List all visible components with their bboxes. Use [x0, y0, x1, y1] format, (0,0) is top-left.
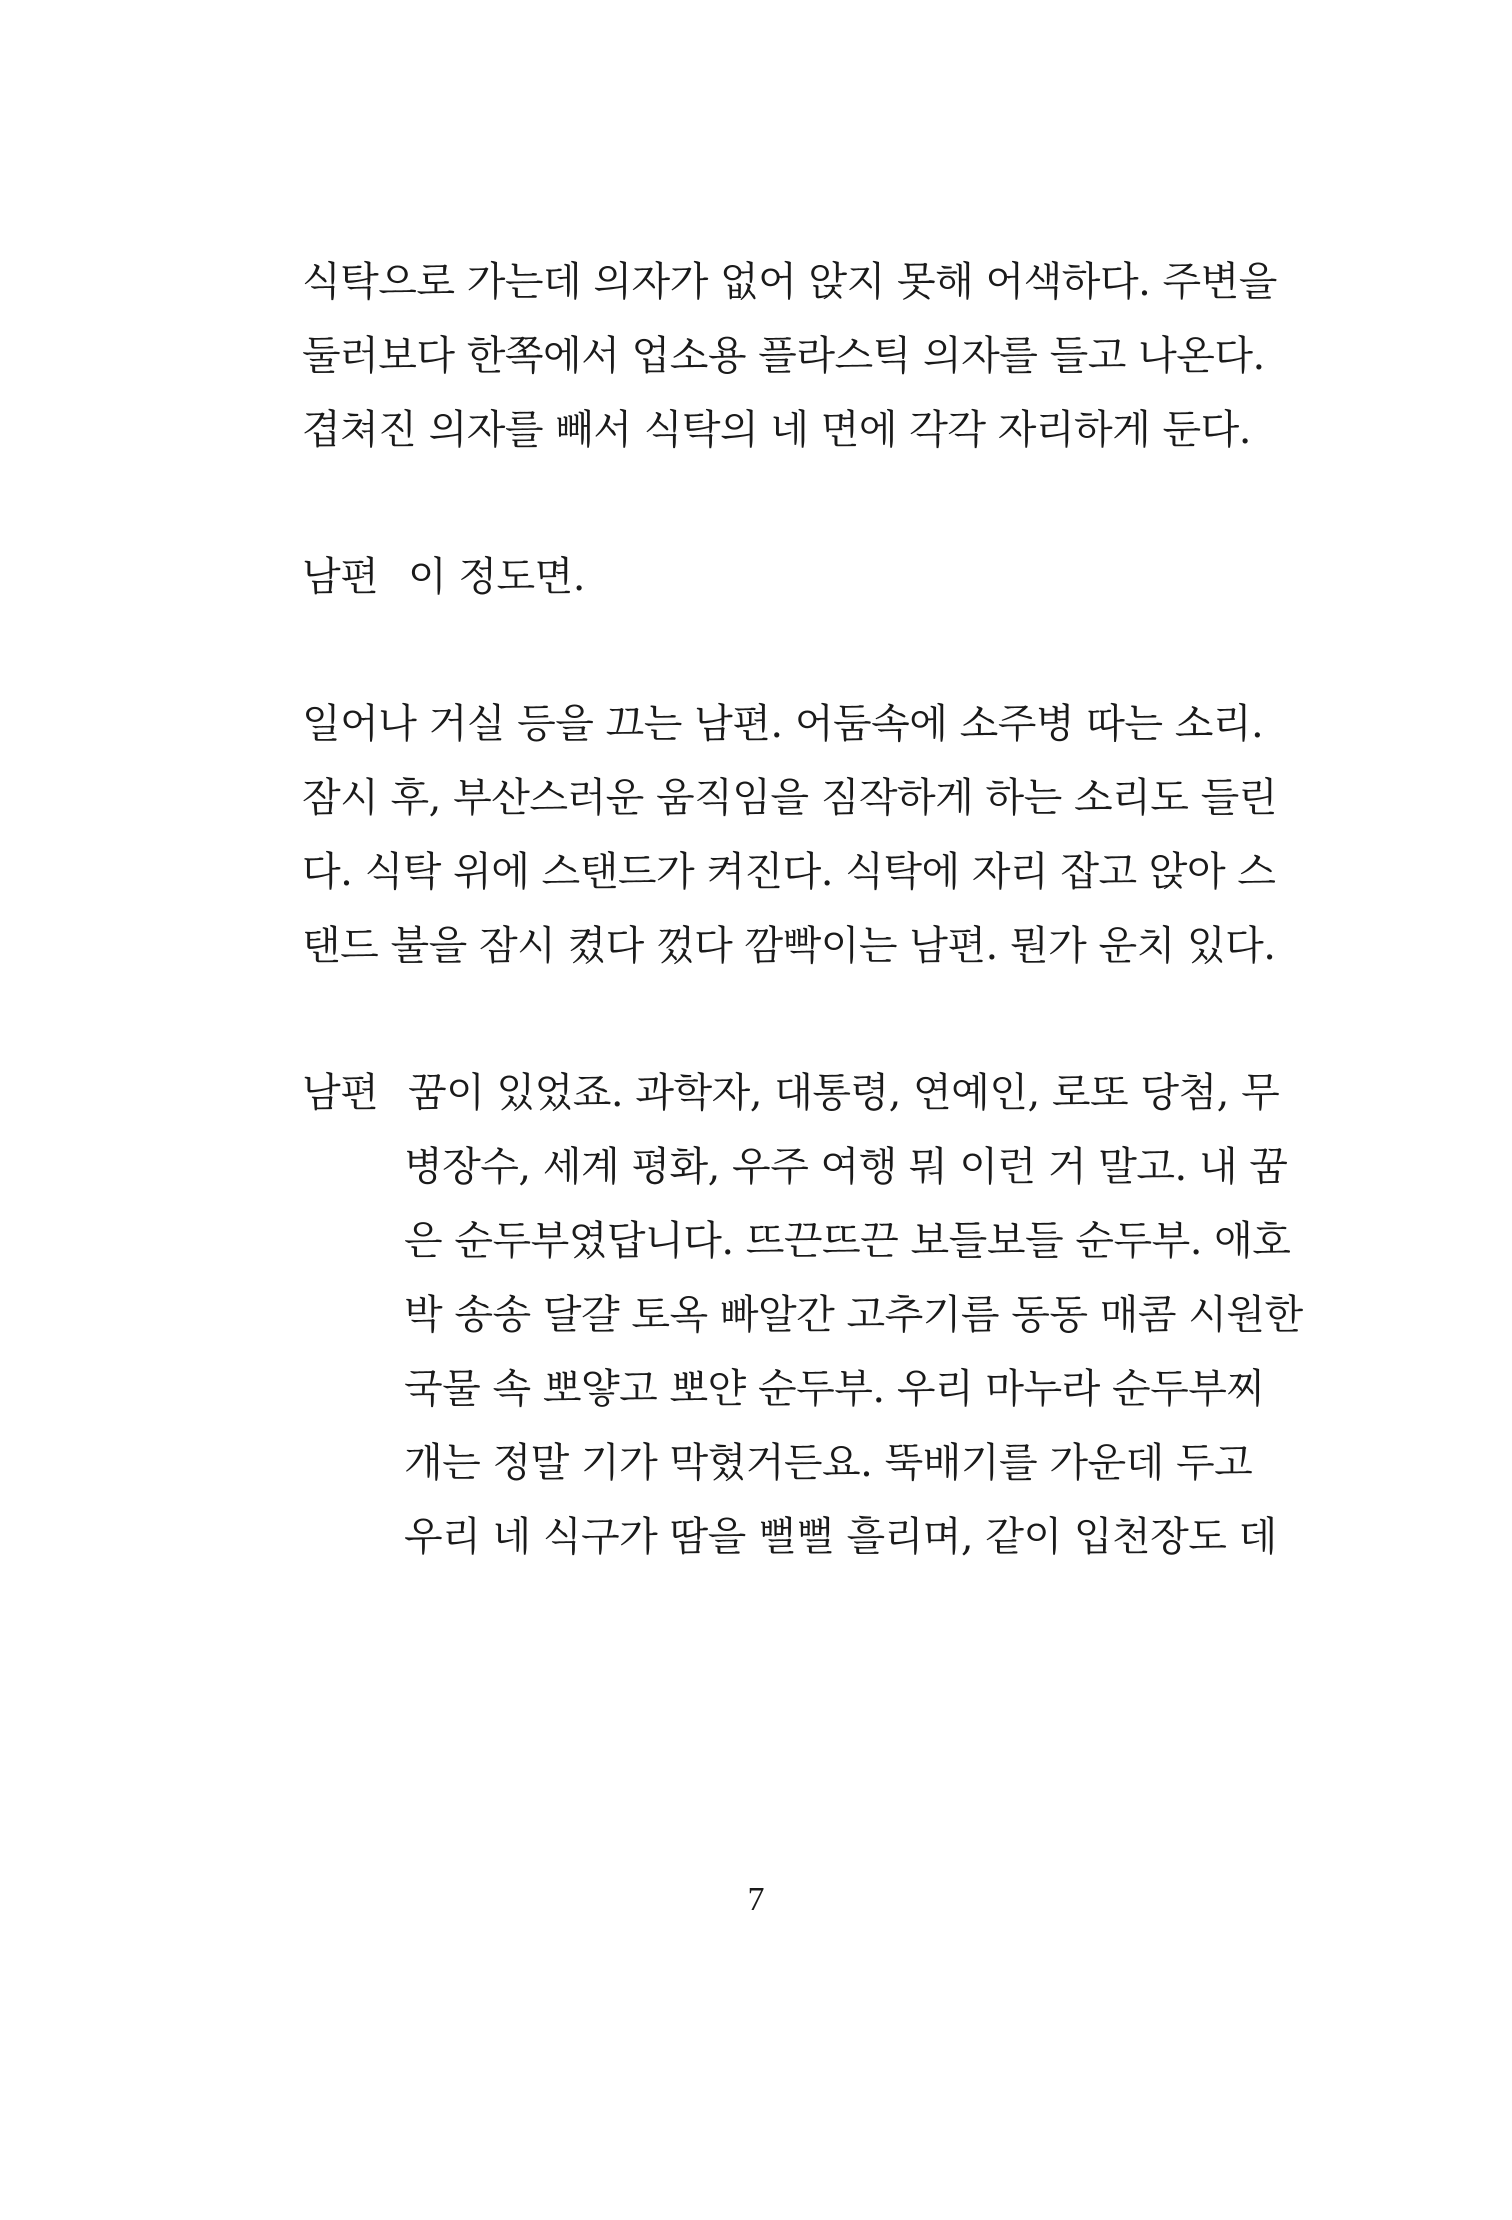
stage-direction-line: 잠시 후, 부산스러운 움직임을 짐작하게 하는 소리도 들린	[302, 775, 1277, 821]
dialogue-line: 우리 네 식구가 땀을 뻘뻘 흘리며, 같이 입천장도 데	[404, 1514, 1277, 1560]
stage-direction-line: 둘러보다 한쪽에서 업소용 플라스틱 의자를 들고 나온다.	[302, 333, 1265, 379]
stage-direction-line: 탠드 불을 잠시 켰다 껐다 깜빡이는 남편. 뭔가 운치 있다.	[302, 923, 1276, 969]
dialogue-line: 개는 정말 기가 막혔거든요. 뚝배기를 가운데 두고	[404, 1440, 1253, 1486]
page-number: 7	[747, 1881, 765, 1918]
dialogue-line: 꿈이 있었죠. 과학자, 대통령, 연예인, 로또 당첨, 무	[408, 1070, 1280, 1116]
dialogue-line: 병장수, 세계 평화, 우주 여행 뭐 이런 거 말고. 내 꿈	[404, 1144, 1288, 1190]
stage-direction-line: 겹쳐진 의자를 빼서 식탁의 네 면에 각각 자리하게 둔다.	[302, 407, 1252, 453]
dialogue-line: 국물 속 뽀얗고 뽀얀 순두부. 우리 마누라 순두부찌	[404, 1366, 1265, 1412]
speaker-name: 남편	[302, 554, 379, 600]
stage-direction-line: 다. 식탁 위에 스탠드가 켜진다. 식탁에 자리 잡고 앉아 스	[302, 849, 1276, 895]
stage-direction-line: 식탁으로 가는데 의자가 없어 앉지 못해 어색하다. 주변을	[302, 259, 1277, 305]
speaker-name: 남편	[302, 1070, 379, 1116]
dialogue-line: 이 정도면.	[408, 554, 585, 600]
dialogue-line: 은 순두부였답니다. 뜨끈뜨끈 보들보들 순두부. 애호	[404, 1218, 1291, 1264]
stage-direction-line: 일어나 거실 등을 끄는 남편. 어둠속에 소주병 따는 소리.	[302, 701, 1264, 747]
dialogue-line: 박 송송 달걀 토옥 빠알간 고추기름 동동 매콤 시원한	[404, 1292, 1303, 1338]
